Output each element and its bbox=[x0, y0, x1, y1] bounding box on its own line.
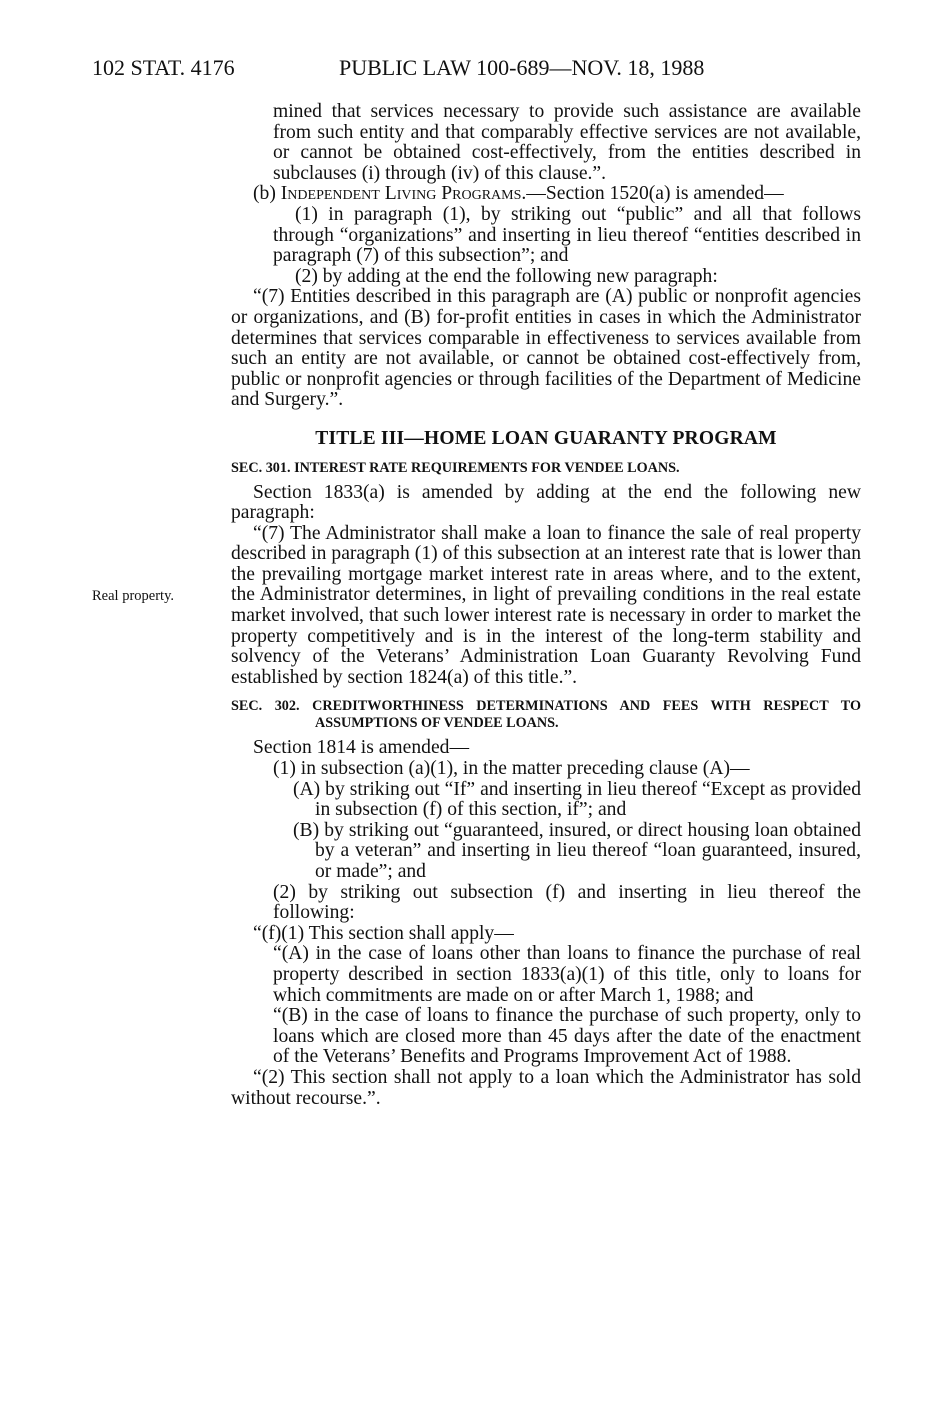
quoted-clause-A: “(A) in the case of loans other than loans to finance the purchase of real property described in section 1833(a)(1) of this title, only to loans for which commitments are made on or after March 1, 1988; and bbox=[273, 943, 861, 1006]
paragraph-continued-clause: mined that services necessary to provide such assistance are available from such entity and that comparably effective services are not available, or cannot be obtained cost-effectively, from the entities described in subclauses (i) through (iv) of this clause.”. bbox=[273, 101, 861, 184]
amendment-item-B: (B) by striking out “guaranteed, insured, or direct housing loan obtained by a veteran” and inserting in lieu thereof “loan guaranteed, insured, or made”; and bbox=[293, 819, 861, 882]
subsection-b bbox=[231, 184, 861, 205]
title-iii-heading: TITLE III—HOME LOAN GUARANTY PROGRAM bbox=[315, 427, 777, 449]
margin-note-real-property: Real property. bbox=[92, 588, 175, 604]
quoted-subsection-f2: “(2) This section shall not apply to a loan which the Administrator has sold without recourse.”. bbox=[231, 1066, 861, 1109]
running-header: PUBLIC LAW 100-689—NOV. 18, 1988 bbox=[339, 55, 705, 80]
page-reference: 102 STAT. 4176 bbox=[92, 55, 235, 80]
amendment-item-2: (2) by striking out subsection (f) and inserting in lieu thereof the following: bbox=[273, 881, 861, 924]
section-301-heading: SEC. 301. INTEREST RATE REQUIREMENTS FOR VENDEE LOANS. bbox=[231, 459, 680, 476]
subsection-b-lead: (b) bbox=[253, 183, 276, 205]
quoted-paragraph-7-interest-rate: “(7) The Administrator shall make a loan to finance the sale of real property described in paragraph (1) of this subsection at an interest rate that is lower than the prevailing mortgage market interest rate in areas where, and to the extent, the Administrator determines, in light of prevailing conditions in the real estate market involved, that such lower interest rate is necessary in order to market the property competitively and is in the interest of the long-term stability and solvency of the Veterans’ Administration Loan Guaranty Revolving Fund established by section 1824(a) of this title.”. bbox=[231, 522, 861, 688]
section-302-heading: SEC. 302. CREDITWORTHINESS DETERMINATIONS AND FEES WITH RESPECT TO ASSUMPTIONS OF VENDEE LOANS. bbox=[231, 698, 861, 732]
quoted-clause-B: “(B) in the case of loans to finance the purchase of such property, only to loans which are closed more than 45 days after the date of the enactment of the Veterans’ Benefits and Programs Improvement Act of 1988. bbox=[273, 1005, 861, 1068]
quoted-paragraph-7-entities: “(7) Entities described in this paragraph are (A) public or nonprofit agencies or organizations, and (B) for-profit entities in cases in which the Administrator determines that services comparable in effectiveness to services available from such an entity are not available, or cannot be obtained cost-effectively from, public or nonprofit agencies or through facilities of the Department of Medicine and Surgery.”. bbox=[231, 286, 861, 411]
subsection-b-heading: Independent Living Programs. bbox=[280, 183, 527, 205]
amendment-item-A: (A) by striking out “If” and inserting in lieu thereof “Except as provided in subsection (f) of this section, if”; and bbox=[293, 778, 861, 821]
section-1833-amendment: Section 1833(a) is amended by adding at the end the following new paragraph: bbox=[231, 481, 861, 524]
paragraph-2-adding: (2) by adding at the end the following new paragraph: bbox=[295, 265, 718, 287]
subsection-b-text: —Section 1520(a) is amended— bbox=[526, 183, 784, 205]
document-body bbox=[231, 102, 861, 1109]
amendment-item-1: (1) in subsection (a)(1), in the matter preceding clause (A)— bbox=[273, 758, 750, 780]
paragraph-1-striking: (1) in paragraph (1), by striking out “public” and all that follows through “organizations” and inserting in lieu thereof “entities described in paragraph (7) of this subsection”; and bbox=[273, 203, 861, 267]
quoted-subsection-f1: “(f)(1) This section shall apply— bbox=[253, 922, 514, 944]
section-1814-amendment: Section 1814 is amended— bbox=[253, 737, 470, 759]
